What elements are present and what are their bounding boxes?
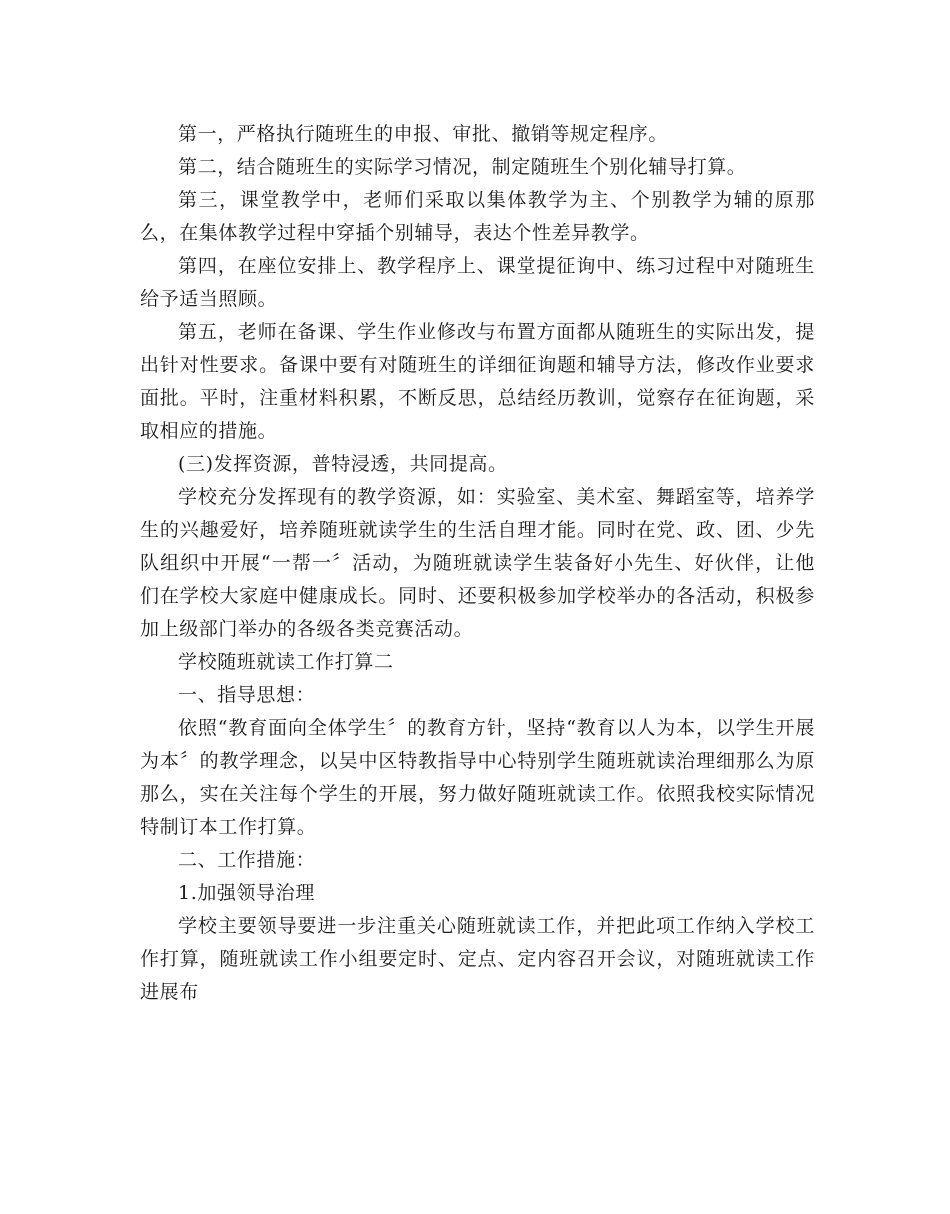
document-subtitle: 学校随班就读工作打算二 [178,651,394,673]
paragraph-step-three: 第三，课堂教学中，老师们采取以集体教学为主、个别教学为辅的原那么，在集体教学过程中穿插个别辅导，表达个性差异教学。 [140,189,815,244]
section-heading-resources: (三)发挥资源，普特浸透，共同提高。 [178,453,508,475]
paragraph-step-one: 第一，严格执行随班生的申报、审批、撤销等规定程序。 [178,123,669,145]
paragraph-step-four: 第四，在座位安排上、教学程序上、课堂提征询中、练习过程中对随班生给予适当照顾。 [140,255,815,310]
section-heading-measures: 二、工作措施： [178,849,316,871]
subheading-leadership: 1.加强领导治理 [178,882,315,904]
document-body [140,118,815,1009]
section-heading-guiding-thought: 一、指导思想： [178,684,316,706]
paragraph-step-five: 第五，老师在备课、学生作业修改与布置方面都从随班生的实际出发，提出针对性要求。备课中要有对随班生的详细征询题和辅导方法，修改作业要求面批。平时，注重材料积累，不断反思，总结经历教训，觉察存在征询题，采取相应的措施。 [140,321,815,442]
paragraph-step-two: 第二，结合随班生的实际学习情况，制定随班生个别化辅导打算。 [178,156,747,178]
paragraph-guiding-thought: 依照“教育面向全体学生〞的教育方针，坚持“教育以人为本，以学生开展为本〞的教学理念，以吴中区特教指导中心特别学生随班就读治理细那么为原那么，实在关注每个学生的开展，努力做好随班就读工作。依照我校实际情况特制订本工作打算。 [140,717,815,838]
paragraph-leadership: 学校主要领导要进一步注重关心随班就读工作，并把此项工作纳入学校工作打算，随班就读工作小组要定时、定点、定内容召开会议，对随班就读工作进展布 [140,915,815,1003]
paragraph-resources: 学校充分发挥现有的教学资源，如：实验室、美术室、舞蹈室等，培养学生的兴趣爱好，培养随班就读学生的生活自理才能。同时在党、政、团、少先队组织中开展“一帮一〞活动，为随班就读学生装备好小先生、好伙伴，让他们在学校大家庭中健康成长。同时、还要积极参加学校举办的各活动，积极参加上级部门举办的各级各类竞赛活动。 [140,486,815,640]
